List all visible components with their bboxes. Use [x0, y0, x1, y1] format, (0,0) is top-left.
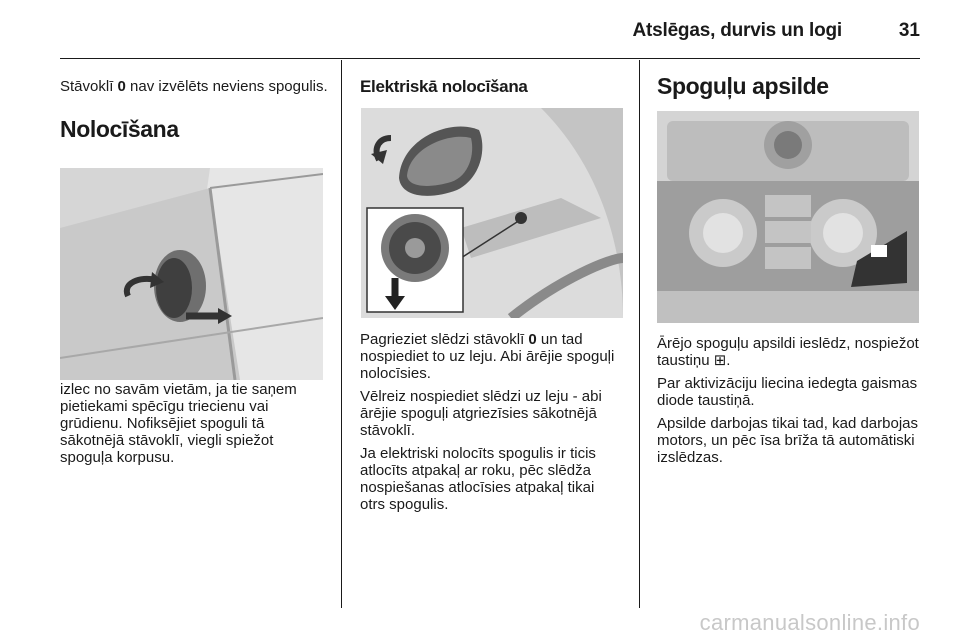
mirror-folding-illustration — [60, 168, 323, 380]
folding-paragraph: izlec no savām vietām, ja tie saņem pietiekami spēcīgu triecienu vai grūdienu. Nofiksējiet spoguli tā sākotnējā stāvoklī, viegli spiežot spoguļa korpusu. — [60, 381, 297, 466]
mirror-switch-illustration — [361, 108, 623, 318]
column-electric-folding — [360, 77, 622, 513]
column-divider — [639, 60, 640, 608]
electric-paragraph-2: Vēlreiz nospiediet slēdzi uz leju - abi ārējie spoguļi atgriezīsies sākotnējā stāvoklī. — [360, 388, 602, 439]
column-divider — [341, 60, 342, 608]
heating-paragraph-3: Apsilde darbojas tikai tad, kad darbojas motors, un pēc īsa brīža tā automātiski izslēdzas. — [657, 415, 918, 466]
electric-paragraph-3: Ja elektriski nolocīts spogulis ir ticis atlocīts atpakaļ ar roku, pēc slēdža nospiešanas atlocīsies atpakaļ tikai otrs spogulis. — [360, 445, 596, 513]
heating-paragraph-2: Par aktivizāciju liecina iedegta gaismas diode taustiņā. — [657, 375, 918, 409]
column-mirror-heating — [657, 73, 919, 466]
page-number: 31 — [898, 20, 920, 41]
watermark: carmanualsonline.info — [699, 610, 920, 635]
section-title-mirror-heating: Spoguļu apsilde — [657, 73, 829, 99]
section-title-folding: Nolocīšana — [60, 116, 179, 142]
intro-text: Stāvoklī 0 nav izvēlēts neviens spogulis. — [60, 78, 328, 95]
heating-panel-illustration — [657, 111, 919, 323]
column-folding — [60, 78, 328, 466]
heating-paragraph-1: Ārējo spoguļu apsildi ieslēdz, nospiežot taustiņu ⊞. — [657, 335, 919, 369]
header-title: Atslēgas, durvis un logi — [632, 20, 842, 41]
electric-paragraph-1: Pagrieziet slēdzi stāvoklī 0 un tad nospiediet to uz leju. Abi ārējie spoguļi nolocīsies. — [360, 331, 615, 382]
section-title-electric-folding: Elektriskā nolocīšana — [360, 77, 528, 96]
page-header — [60, 0, 920, 59]
